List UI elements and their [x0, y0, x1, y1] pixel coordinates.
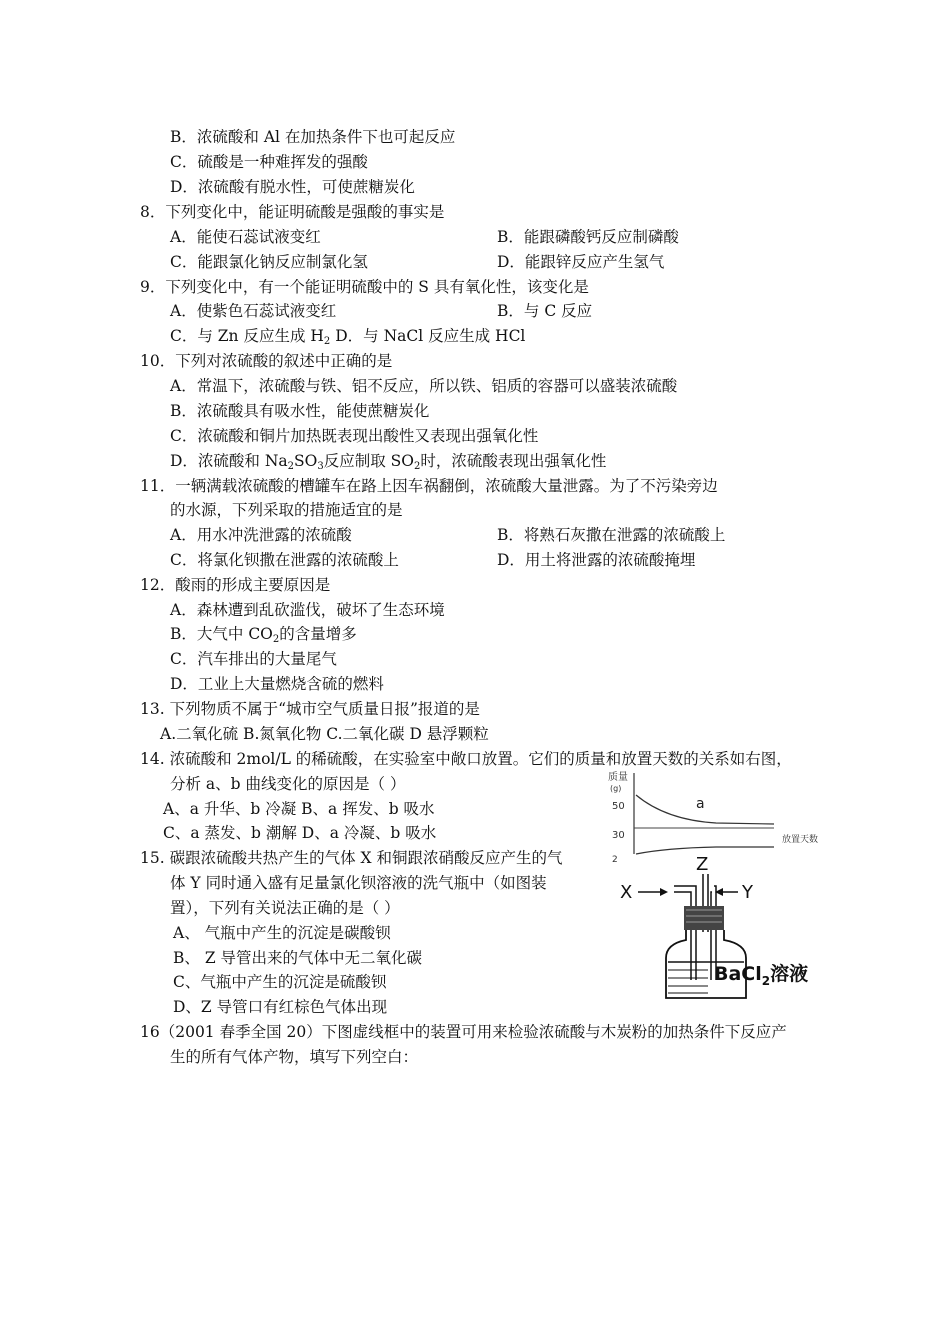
graph-yunit: (g) [610, 784, 622, 793]
label-z: Z [696, 854, 709, 875]
q11-option-c: C．将氯化钡撒在泄露的浓硫酸上 [170, 551, 399, 569]
q13-stem: 13. 下列物质不属于“城市空气质量日报”报道的是 [140, 700, 480, 718]
q9-option-c-d [170, 326, 525, 346]
solution-label-formula: BaCl [714, 963, 762, 985]
q13-options: A.二氧化硫 B.氮氧化物 C.二氧化碳 D 悬浮颗粒 [160, 725, 489, 743]
q8-option-a: A．能使石蕊试液变红 [170, 228, 321, 246]
q10-stem: 10．下列对浓硫酸的叙述中正确的是 [140, 352, 393, 370]
subscript: 2 [414, 461, 421, 472]
mass-days-svg [596, 768, 846, 858]
q15-option-d: D、Z 导管口有红棕色气体出现 [173, 998, 388, 1016]
q14-options-row1: A、a 升华、b 冷凝 B、a 挥发、b 吸水 [163, 800, 435, 818]
q12-option-d: D．工业上大量燃烧含硫的燃料 [170, 675, 384, 693]
q12-option-a: A．森林遭到乱砍滥伐，破坏了生态环境 [170, 601, 445, 619]
q15-stem-line1: 15. 碳跟浓硫酸共热产生的气体 X 和铜跟浓硝酸反应产生的气 [140, 849, 563, 867]
q12-b-part: B．大气中 CO [170, 625, 273, 643]
q9-option-c-text: C．与 Zn 反应生成 H [170, 327, 324, 345]
q15-stem-line2: 体 Y 同时通入盛有足量氯化钡溶液的洗气瓶中（如图装 [170, 874, 547, 892]
graph-tick-30: 30 [612, 830, 625, 841]
q15-option-c: C、气瓶中产生的沉淀是硫酸钡 [173, 973, 387, 991]
q12-option-c: C．汽车排出的大量尾气 [170, 650, 337, 668]
q14-stem-line2: 分析 a、b 曲线变化的原因是（ ） [170, 775, 406, 793]
q15-option-b: B、 Z 导管出来的气体中无二氧化碳 [173, 949, 423, 967]
arrow-x-head [660, 888, 668, 896]
subscript: 2 [323, 336, 331, 347]
curve-a [636, 795, 774, 824]
q8-option-c: C．能跟氯化钠反应制氯化氢 [170, 253, 368, 271]
graph-tick-50: 50 [612, 801, 625, 812]
q15-option-a: A、 气瓶中产生的沉淀是碳酸钡 [173, 924, 391, 942]
q10-d-part: D．浓硫酸和 Na [170, 452, 288, 470]
graph-xlabel: 放置天数 [782, 835, 819, 845]
q10-d-part: 反应制取 SO [323, 452, 415, 470]
q14-stem-line1: 14. 浓硫酸和 2mol/L 的稀硫酸，在实验室中敞口放置。它们的质量和放置天数的关系如右图， [140, 750, 792, 768]
q12-stem: 12．酸雨的形成主要原因是 [140, 576, 331, 594]
gas-washing-bottle-svg [596, 852, 846, 1002]
q7-option-c: C．硫酸是一种难挥发的强酸 [170, 153, 368, 171]
subscript: 2 [287, 461, 295, 472]
solution-label [714, 962, 808, 988]
label-y: Y [742, 882, 753, 903]
subscript: 2 [272, 634, 280, 645]
q12-b-part: 的含量增多 [279, 625, 357, 643]
graph-tick-2: 2 [612, 855, 618, 865]
q8-stem: 8．下列变化中，能证明硫酸是强酸的事实是 [140, 203, 445, 221]
q9-option-d-text: D．与 NaCl 反应生成 HCl [330, 327, 526, 345]
q16-stem-line1: 16（2001 春季全国 20）下图虚线框中的装置可用来检验浓硫酸与木炭粉的加热条件下反应产 [140, 1023, 787, 1041]
q14-options-row2: C、a 蒸发、b 潮解 D、a 冷凝、b 吸水 [163, 824, 437, 842]
gas-washing-bottle-figure [596, 852, 846, 1002]
subscript: 3 [317, 461, 324, 472]
q10-d-part: SO [294, 452, 318, 470]
q12-option-b [170, 624, 357, 644]
inlet-tube-x-wall [674, 892, 691, 980]
q9-option-b: B．与 C 反应 [497, 302, 593, 320]
q10-option-b: B．浓硫酸具有吸水性，能使蔗糖炭化 [170, 402, 430, 420]
q11-stem-line2: 的水源，下列采取的措施适宜的是 [170, 501, 403, 519]
q8-option-d: D．能跟锌反应产生氢气 [497, 253, 665, 271]
graph-ylabel: 质量 [608, 772, 628, 783]
q16-stem-line2: 生的所有气体产物，填写下列空白： [170, 1048, 419, 1066]
q11-option-b: B．将熟石灰撒在泄露的浓硫酸上 [497, 526, 726, 544]
label-x: X [620, 882, 633, 903]
inlet-tube-y-wall [711, 892, 712, 980]
inlet-tube-x [674, 886, 696, 980]
solution-label-subscript: 2 [761, 974, 771, 988]
mass-days-graph [596, 768, 846, 858]
q10-option-c: C．浓硫酸和铜片加热既表现出酸性又表现出强氧化性 [170, 427, 539, 445]
q7-option-d: D．浓硫酸有脱水性，可使蔗糖炭化 [170, 178, 415, 196]
q8-option-b: B．能跟磷酸钙反应制磷酸 [497, 228, 679, 246]
q10-d-part: 时，浓硫酸表现出强氧化性 [420, 452, 607, 470]
q11-option-a: A．用水冲洗泄露的浓硫酸 [170, 526, 352, 544]
q9-option-a: A．使紫色石蕊试液变红 [170, 302, 337, 320]
q7-option-b: B．浓硫酸和 Al 在加热条件下也可起反应 [170, 128, 456, 146]
q11-option-d: D．用土将泄露的浓硫酸掩埋 [497, 551, 696, 569]
q10-option-d [170, 451, 606, 471]
q15-stem-line3: 置），下列有关说法正确的是（ ） [170, 899, 400, 917]
q11-stem-line1: 11．一辆满载浓硫酸的槽罐车在路上因车祸翻倒，浓硫酸大量泄露。为了不污染旁边 [140, 477, 718, 495]
solution-label-suffix: 溶液 [770, 963, 809, 985]
curve-a-label: a [696, 796, 705, 812]
q9-stem: 9．下列变化中，有一个能证明硫酸中的 S 具有氧化性，该变化是 [140, 278, 589, 296]
q10-option-a: A．常温下，浓硫酸与铁、铝不反应，所以铁、铝质的容器可以盛装浓硫酸 [170, 377, 678, 395]
